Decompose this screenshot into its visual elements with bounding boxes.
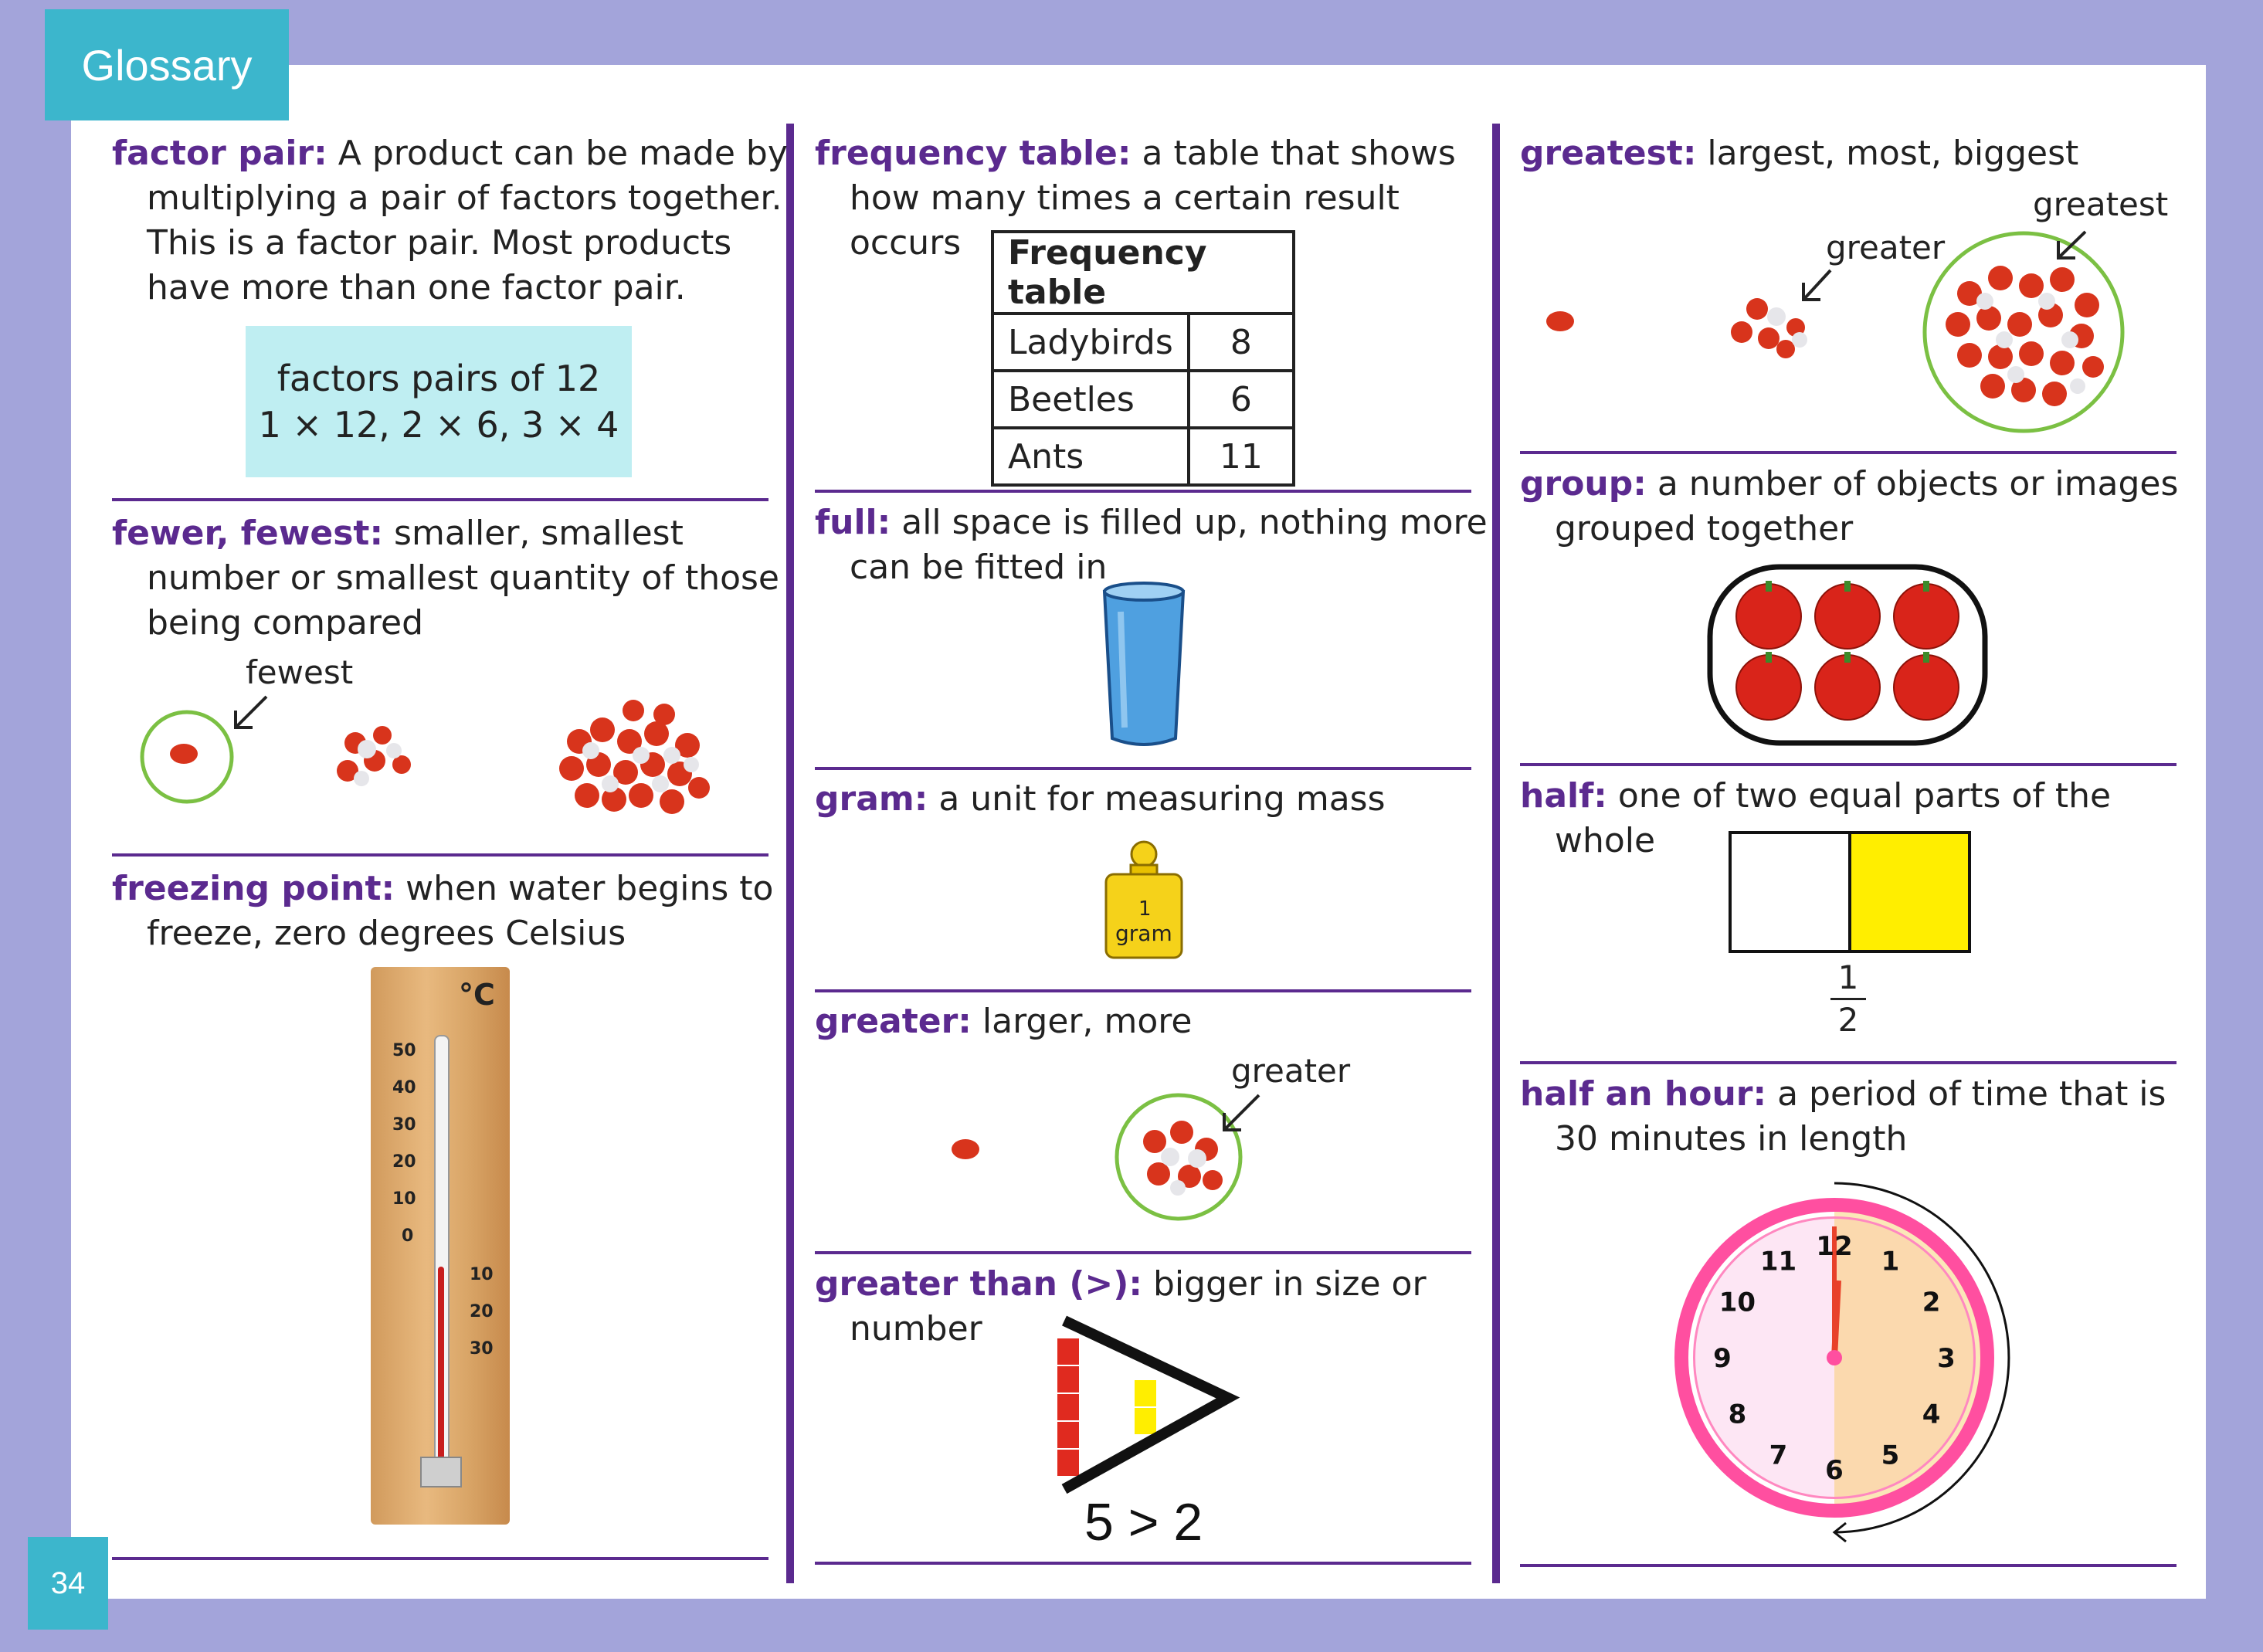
half-hour-clock <box>1676 1180 2016 1551</box>
note-body: 1 × 12, 2 × 6, 3 × 4 <box>258 404 619 446</box>
entry-greatest <box>1520 131 2211 176</box>
term: gram: <box>815 779 928 819</box>
scale-label: 0 <box>402 1226 414 1246</box>
definition: bigger in size or number <box>850 1264 1427 1348</box>
term: half an hour: <box>1520 1074 1767 1114</box>
factor-pairs-note <box>246 326 632 477</box>
rule <box>1520 763 2176 766</box>
glossary-tab: Glossary <box>45 9 289 120</box>
half-shape <box>1729 831 1971 953</box>
table-cell: Ants <box>992 428 1189 485</box>
greatest-illustration <box>1537 232 2147 440</box>
half-empty <box>1732 834 1851 950</box>
group-apples-illustration <box>1707 564 1988 746</box>
scale-label: 30 <box>392 1115 416 1135</box>
clock-number: 11 <box>1759 1246 1797 1277</box>
entry-freezing-point <box>112 867 792 956</box>
term: group: <box>1520 464 1647 504</box>
definition: one of two equal parts of the whole <box>1555 776 2112 860</box>
scale-label: 10 <box>470 1265 494 1284</box>
celsius-unit: °C <box>459 978 495 1012</box>
greater-illustration <box>935 1087 1259 1226</box>
rule <box>1520 1564 2176 1567</box>
fraction-denominator: 2 <box>1837 1001 1859 1039</box>
scale-label: 30 <box>470 1339 494 1359</box>
clock-number: 2 <box>1922 1287 1941 1318</box>
rule <box>112 853 768 857</box>
clock-number: 1 <box>1881 1246 1900 1277</box>
definition: a table that shows how many times a certain result occurs <box>850 134 1456 263</box>
term: full: <box>815 503 891 542</box>
entry-group <box>1520 462 2211 551</box>
greater-label: greater <box>1231 1052 1351 1090</box>
fewest-label: fewest <box>246 653 354 691</box>
scale-label: 20 <box>392 1152 416 1172</box>
table-cell: Ladybirds <box>992 314 1189 371</box>
entry-full <box>815 500 1506 590</box>
half-filled <box>1851 834 1968 950</box>
rule <box>1520 451 2176 454</box>
rule <box>112 498 768 501</box>
scale-label: 40 <box>392 1078 416 1097</box>
clock-number: 6 <box>1825 1455 1844 1486</box>
scale-label: 50 <box>392 1041 416 1060</box>
term: greatest: <box>1520 134 1697 173</box>
table-title: Frequency table <box>992 232 1294 314</box>
rule <box>815 1562 1471 1565</box>
table-cell: 11 <box>1189 428 1294 485</box>
entry-fewer-fewest <box>112 511 792 646</box>
fraction-numerator: 1 <box>1830 958 1866 1000</box>
definition: when water begins to freeze, zero degrees Celsius <box>147 869 774 953</box>
definition: a unit for measuring mass <box>938 779 1386 819</box>
clock-number: 10 <box>1718 1287 1756 1318</box>
table-cell: 8 <box>1189 314 1294 371</box>
entry-greater <box>815 999 1506 1044</box>
term: frequency table: <box>815 134 1132 173</box>
table-row <box>992 428 1294 485</box>
entry-gram <box>815 777 1506 822</box>
greatest-label: greatest <box>2033 185 2169 223</box>
definition: a period of time that is 30 minutes in length <box>1555 1074 2166 1158</box>
scale-label: 20 <box>470 1302 494 1321</box>
thermometer-bulb <box>420 1457 462 1487</box>
weight-number: 1 <box>1138 897 1152 921</box>
greater-than-expression: 5 > 2 <box>1084 1493 1203 1552</box>
term: greater: <box>815 1002 972 1041</box>
definition: a number of objects or images grouped together <box>1555 464 2179 548</box>
greater-label: greater <box>1826 229 1946 266</box>
full-glass-illustration <box>1101 581 1186 751</box>
clock-number: 9 <box>1713 1343 1732 1374</box>
clock-number: 5 <box>1881 1440 1900 1471</box>
page-number: 34 <box>28 1537 108 1630</box>
table-row <box>992 371 1294 428</box>
definition: larger, more <box>982 1002 1193 1041</box>
clock-number: 12 <box>1816 1231 1853 1262</box>
frequency-table <box>991 230 1295 487</box>
definition: A product can be made by multiplying a pair of factors together. This is a factor pair. Most products have more than one factor pair. <box>147 134 788 307</box>
table-cell: 6 <box>1189 371 1294 428</box>
clock-number: 7 <box>1769 1440 1788 1471</box>
column-divider-2 <box>1492 124 1500 1583</box>
term: greater than (>): <box>815 1264 1142 1304</box>
scale-label: 10 <box>392 1189 416 1209</box>
table-row <box>992 314 1294 371</box>
term: freezing point: <box>112 869 395 908</box>
rule <box>815 1251 1471 1254</box>
fewest-illustration <box>131 687 749 834</box>
rule <box>815 989 1471 992</box>
weight-unit: gram <box>1115 921 1172 946</box>
term: factor pair: <box>112 134 327 173</box>
rule <box>112 1557 768 1560</box>
term: half: <box>1520 776 1607 816</box>
entry-half-an-hour <box>1520 1072 2211 1162</box>
term: fewer, fewest: <box>112 514 384 553</box>
half-fraction <box>1830 958 1866 1040</box>
entry-factor-pair <box>112 131 792 310</box>
note-title: factors pairs of 12 <box>277 358 601 399</box>
rule <box>1520 1061 2176 1064</box>
definition: all space is filled up, nothing more can be fitted in <box>850 503 1488 587</box>
greater-than-illustration <box>1055 1314 1240 1500</box>
rule <box>815 767 1471 770</box>
clock-number: 4 <box>1922 1399 1941 1430</box>
clock-number: 8 <box>1728 1399 1747 1430</box>
rule <box>815 490 1471 493</box>
clock-number: 3 <box>1937 1343 1956 1374</box>
table-cell: Beetles <box>992 371 1189 428</box>
definition: largest, most, biggest <box>1707 134 2079 173</box>
definition: smaller, smallest number or smallest quantity of those being compared <box>147 514 780 643</box>
thermometer-scale <box>386 1041 494 1365</box>
column-divider-1 <box>786 124 794 1583</box>
